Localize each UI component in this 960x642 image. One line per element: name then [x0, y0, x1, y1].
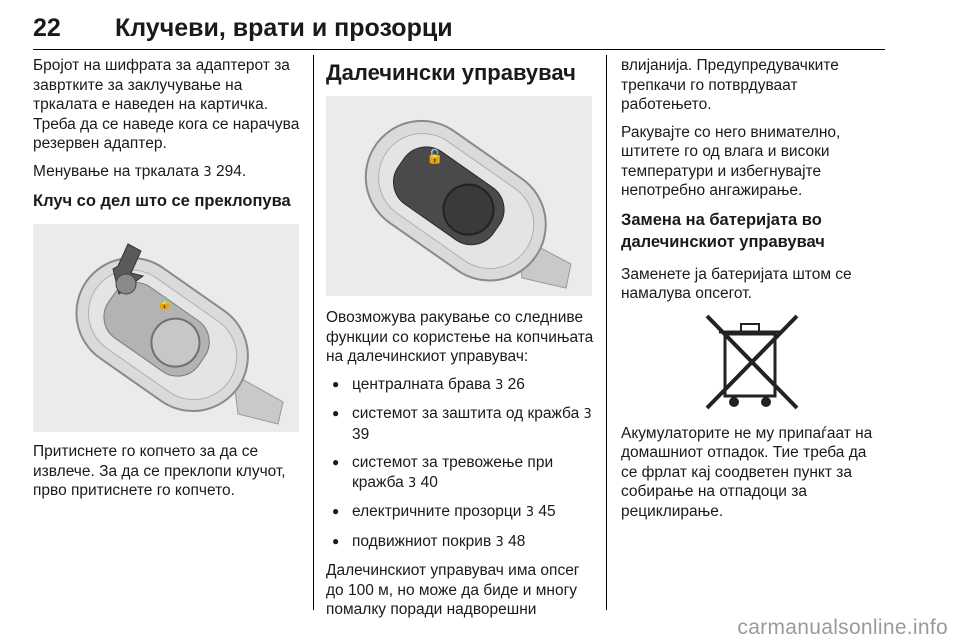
column-2 [326, 56, 594, 628]
adapter-paragraph: Бројот на шифрата за адаптерот за завртките за заклучување на тркалата е наведен на картичка. Треба да се наведе кога се нарачува резервен адаптер. [33, 57, 300, 152]
handling-paragraph: Ракувајте со него внимателно, штитете го од влага и високи температури и избегнувајте непотребно ангажирање. [621, 123, 841, 199]
header-rule [33, 49, 885, 50]
page-ref-icon: 3 [583, 407, 592, 422]
page-ref-icon: 3 [408, 475, 417, 491]
list-item: ● системот за заштита од кражба 3 39 [326, 404, 594, 444]
footer-watermark: carmanualsonline.info [737, 616, 948, 639]
remote-range-paragraph: Далечинскиот управувач има опсег до 100 м, но може да биде и многу помалку поради надворешни [326, 562, 580, 618]
svg-text:🔓: 🔓 [426, 149, 444, 165]
wheel-change-text: Менување на тркалата [33, 162, 200, 180]
list-item: ● системот за тревожење при кражба 3 40 [326, 453, 594, 493]
page-ref-icon: 3 [495, 534, 504, 550]
remote-control-illustration [326, 96, 592, 296]
remote-intro: Овозможува ракување со следниве функции со користење на копчињата на далечинскиот управувач: [326, 309, 594, 365]
hazard-lights-paragraph: влијанија. Предупредувачките трепкачи го потврдуваат работењето. [621, 57, 839, 113]
crossed-bin-icon [621, 312, 887, 412]
list-item: ● електричните прозорци 3 45 [326, 502, 594, 523]
column-1 [33, 56, 301, 509]
list-item: ● централната брава 3 26 [326, 375, 594, 396]
folding-key-figure [33, 224, 299, 432]
wheel-change-ref: 294. [215, 162, 247, 180]
column-divider-1 [313, 55, 314, 610]
weee-bin-icon [621, 312, 887, 412]
battery-replace-paragraph: Заменете ја батеријата штом се намалува опсегот. [621, 265, 852, 302]
svg-text:🔓: 🔓 [157, 296, 172, 310]
page-title: Клучеви, врати и прозорци [115, 14, 453, 42]
folding-key-illustration [33, 224, 299, 432]
page-ref-icon: 3 [203, 164, 212, 180]
remote-control-figure [326, 96, 592, 296]
section-heading-battery: Замена на батеријата во далечинскиот управувач [621, 210, 825, 251]
disposal-paragraph: Акумулаторите не му припаѓаат на домашниот отпадок. Тие треба да се фрлат кај соодветен пункт за собирање на отпадоци за рециклирање. [621, 424, 873, 520]
column-divider-2 [606, 55, 607, 610]
wheel-change-paragraph [33, 162, 301, 183]
page-number: 22 [33, 14, 61, 42]
folding-key-caption: Притиснете го копчето за да се извлече. За да се преклопи клучот, прво притиснете го копчето. [33, 443, 286, 499]
page-ref-icon: 3 [525, 505, 535, 520]
list-item: ● подвижниот покрив 3 48 [326, 532, 594, 553]
page-ref-icon: 3 [495, 377, 504, 393]
remote-function-list [326, 375, 594, 553]
section-heading-folding-key: Клуч со дел што се преклопува [33, 192, 291, 210]
column-3 [621, 56, 887, 529]
section-heading-remote: Далечински управувач [326, 60, 576, 85]
